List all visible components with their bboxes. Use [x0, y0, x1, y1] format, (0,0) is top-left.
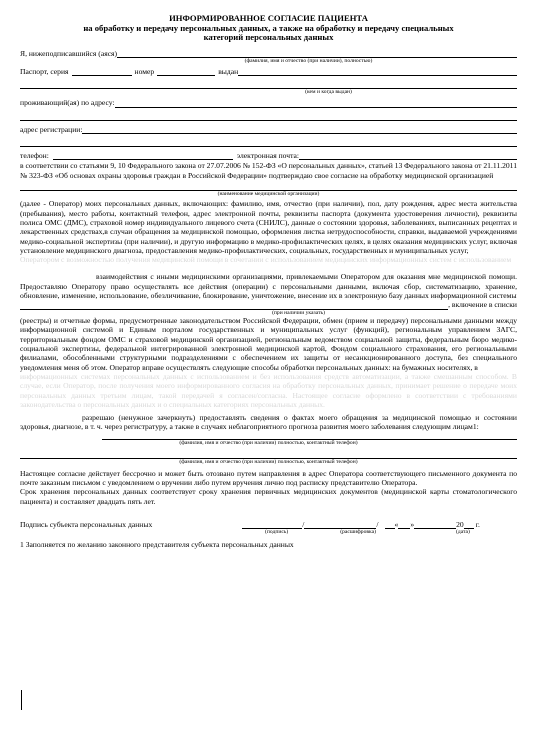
contact-person-field-2[interactable]: [20, 450, 517, 459]
paragraph-exchange: (реестры) и отчетные формы, предусмотренные законодательством Российской Федерации, обмен (прием и передачу) персональными данными между информационной системой и Единым порталом государственных и муниципальных услуг (функций), региональным управлением ЗАГС, территориальным фондом ОМС и страховой медицинской организацией, региональным ведомством социальной защиты, федеральным бюро медико-социальной экспертизы, федеральной интегрированной электронной медицинской картой, Фондом социального страхования, его региональными филиалами, обособленными структурными подразделениями с обеспечением их защиты от несанкционированного доступа, без специального уведомления меня об этом. Оператор вправе осуществлять следующие способы обработки персональных данных: на бумажных носителях, в: [20, 316, 517, 372]
passport-issued-label: выдан: [218, 66, 239, 76]
contact-person-row: [20, 431, 517, 440]
consent-document: [20, 14, 517, 549]
date-lead-field[interactable]: [385, 520, 395, 529]
quote-open: «: [394, 519, 399, 529]
contact-person-row-2: [20, 450, 517, 459]
issued-extra-row: [20, 80, 517, 89]
system-row-end: , включение в списки: [448, 300, 517, 310]
year-prefix: 20: [456, 519, 464, 529]
issued-caption: (кем и когда выдан): [305, 88, 352, 95]
paragraph-data-scope-faded: Оператором с возможностью получения медицинской помощи в сочетании с использованием медицинских информационных систем с использованием: [20, 255, 512, 265]
passport-issued-field-2[interactable]: [20, 80, 517, 89]
sign-caption: (подпись): [265, 529, 289, 536]
paragraph-data-scope: (далее - Оператор) моих персональных данных, включающих: фамилию, имя, отчество (при наличии), пол, дату рождения, адрес места жительства (пребывания), место работы, контактный телефон, адрес электронной почты, реквизиты паспорта (документа удостоверения личности), реквизиты полиса ОМС (ДМС), страховой номер индивидуального лицевого счета (СНИЛС), данные о состоянии здоровья, заболеваниях, выписанных рецептах и лекарственных средствах,в случаи обращения за медицинской помощью, оформления листка нетрудоспособности, справки, выдаваемой учреждениями медико-социальной экспертизы (при наличии), и другую информацию в медико-профилактических целях, в целях оказания медицинских услуг, включая установление медицинского диагноза, предоставления медико-профилактических, социальных, государственных и муниципальных услуг,: [20, 199, 517, 255]
residence-extra-row: [20, 112, 517, 121]
registration-address-field[interactable]: [82, 125, 517, 134]
year-suffix: г.: [475, 519, 480, 529]
contact-person-caption: (фамилия, имя и отчество (при наличии) полностью, контактный телефон): [179, 439, 358, 446]
paragraph-exchange-faded: информационных системах персональных данных с использованием и без использования средств автоматизации, а также смешанным способом. В случае, если Оператор, после получения моего информированного согласия на обработку персональных данных, принимает решение о передаче моих персональных данных третьим лицам, такой передачей я согласен/согласна. Настоящее согласие оформлено в соответствии с требованиями законодательства о персональных данных и о специальных категориях персональных данных.: [20, 371, 517, 409]
registration-row: [20, 125, 517, 134]
name-row: [20, 49, 517, 58]
registration-address-field-2[interactable]: [20, 138, 517, 147]
decode-caption: (расшифровка): [340, 529, 376, 536]
signature-field[interactable]: [242, 519, 305, 529]
quote-close: »: [410, 519, 415, 529]
contact-person-caption-2: (фамилия, имя и отчество (при наличии) полностью, контактный телефон): [179, 459, 358, 466]
passport-number-label: номер: [134, 66, 155, 76]
passport-label: Паспорт, серия: [20, 66, 69, 76]
document-subtitle: на обработку и передачу персональных данных, а также на обработку и передачу специальных категорий персональных данных: [83, 22, 454, 43]
paragraph-operations: взаимодействия с иными медицинскими организациями, привлекаемыми Оператором для оказания мне медицинской помощи. Предоставляю Оператору право осуществлять все действия (операции) с персональными данными, включая сбор, систематизацию, хранение, обновление, изменение, использование, обезличивание, блокирование, уничтожение, внесение их в электронную базу данных информационной системы: [20, 272, 517, 301]
name-caption: (фамилия, имя и отчество (при наличии), полностью): [244, 58, 373, 65]
residence-address-field[interactable]: [115, 99, 517, 108]
margin-mark: [21, 690, 22, 710]
organization-caption: (наименование медицинской организации): [217, 190, 320, 197]
signature-decode-field[interactable]: [304, 519, 379, 529]
organization-field[interactable]: [20, 182, 517, 191]
contacts-row: [20, 151, 517, 160]
system-caption: (при наличии указать): [272, 309, 325, 316]
full-name-field[interactable]: [117, 49, 517, 58]
information-system-field[interactable]: [20, 301, 448, 310]
date-caption: (дата): [456, 529, 470, 536]
phone-label: телефон:: [20, 150, 49, 160]
passport-number-field[interactable]: [157, 67, 215, 76]
signature-label: Подпись субъекта персональных данных: [20, 519, 153, 529]
date-month-field[interactable]: [414, 520, 456, 529]
organization-row: [20, 182, 517, 191]
residence-row: [20, 98, 517, 107]
contact-person-field[interactable]: [102, 431, 517, 440]
signature-slash: /: [302, 519, 305, 529]
document-title: ИНФОРМИРОВАННОЕ СОГЛАСИЕ ПАЦИЕНТА: [169, 13, 368, 23]
registration-extra-row: [20, 138, 517, 147]
email-field[interactable]: [299, 151, 517, 160]
date-year-field[interactable]: [464, 520, 474, 529]
date-day-field[interactable]: [398, 520, 410, 529]
residence-address-field-2[interactable]: [20, 112, 517, 121]
registration-label: адрес регистрации:: [20, 124, 83, 134]
paragraph-disclosure: разрешаю (ненужное зачеркнуть) предоставлять сведения о фактах моего обращения за медицинской помощью и состоянии здоровья, диагнозе, в т. ч. через регистратуру, а также в случаях неблагоприятного прогноза развития моего заболевания следующим лицам1:: [20, 413, 517, 432]
passport-series-field[interactable]: [72, 67, 132, 76]
signature-captions: [20, 529, 517, 536]
paragraph-legal-basis: в соответствии со статьями 9, 10 Федерального закона от 27.07.2006 № 152-ФЗ «О персональных данных», статьей 13 Федерального закона от 21.11.2011 № 323-ФЗ «Об основах охраны здоровья граждан в Российской Федерации» подтверждаю свое согласие на обработку медицинской организацией: [20, 161, 517, 180]
residence-label: проживающий(ая) по адресу:: [20, 98, 115, 108]
system-row: [20, 300, 517, 309]
footnote: 1 Заполняется по желанию законного представителя субъекта персональных данных: [20, 539, 294, 549]
signature-slash-2: /: [376, 519, 379, 529]
paragraph-validity: Настоящее согласие действует бессрочно и может быть отозвано путем направления в адрес Оператора соответствующего письменного документа по почте заказным письмом с уведомлением о вручении либо путем вручения лично под расписку представителю Оператора.: [20, 468, 517, 487]
phone-field[interactable]: [53, 151, 233, 160]
name-label: Я, нижеподписавшийся (аяся): [20, 48, 118, 58]
passport-row: [20, 67, 517, 76]
email-label: электронная почта:: [236, 150, 299, 160]
paragraph-retention: Срок хранения персональных данных соответствует сроку хранения первичных медицинских документов (медицинской карты стоматологического пациента) и составляет двадцать пять лет.: [20, 487, 517, 506]
passport-issued-field[interactable]: [238, 67, 517, 76]
signature-row: [20, 520, 517, 529]
